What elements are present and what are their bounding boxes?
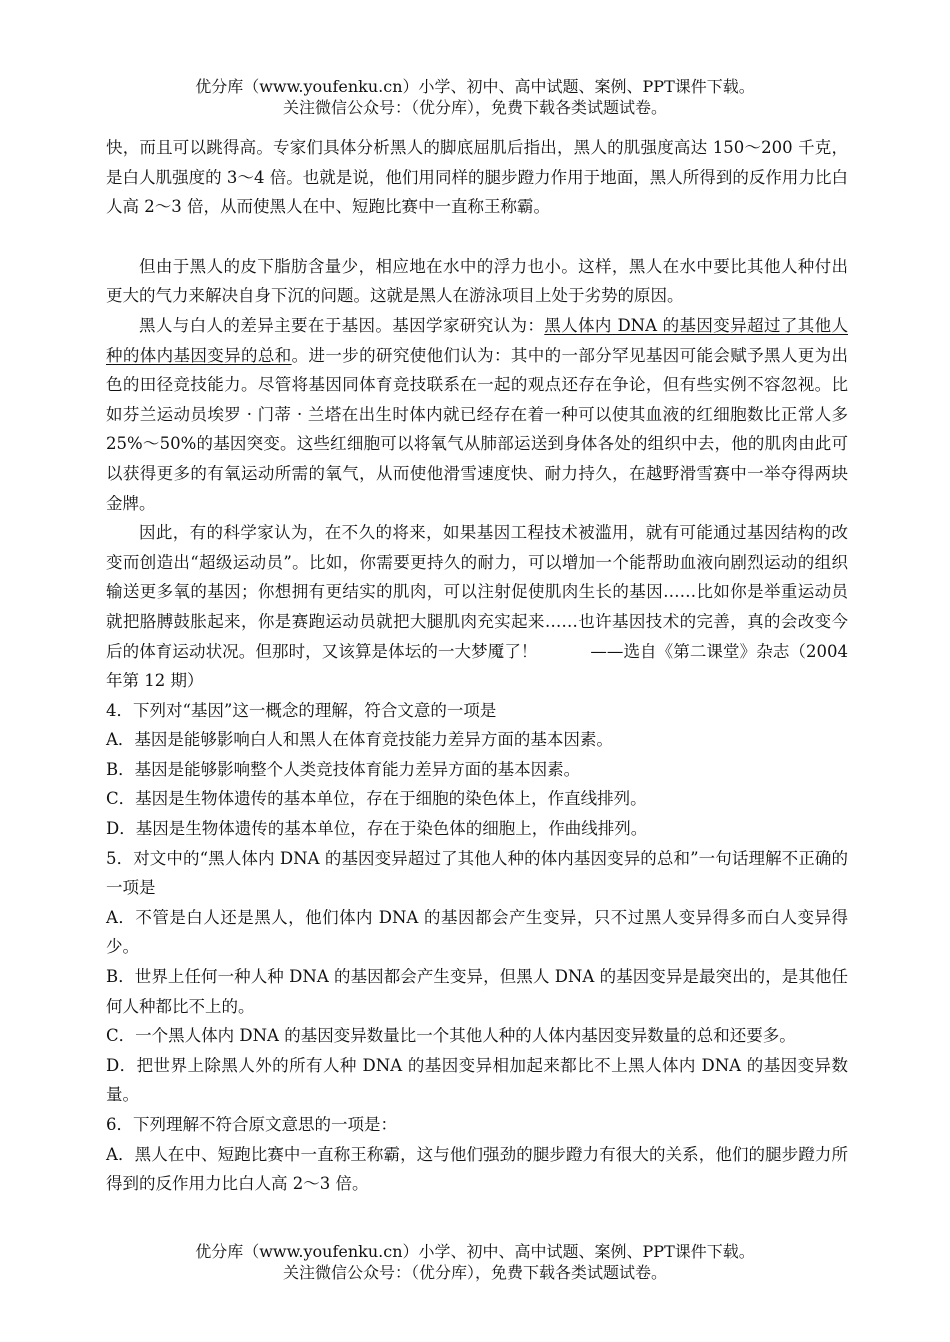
source-citation: ——选自《第二课堂》杂志（2004 年第 12 期）: [106, 641, 849, 691]
footer-line-2: 关注微信公众号：（优分库），免费下载各类试题试卷。: [282, 1263, 667, 1282]
paragraph-gap: [106, 222, 848, 252]
option-d: D．把世界上除黑人外的所有人种 DNA 的基因变异相加起来都比不上黑人体内 DNA 的基因变异数量。: [106, 1055, 848, 1105]
question-stem: 6．下列理解不符合原文意思的一项是：: [106, 1115, 397, 1134]
question-stem: 4．下列对“基因”这一概念的理解，符合文意的一项是: [106, 700, 497, 720]
p3-lead-text: 黑人与白人的差异主要在于基因。基因学家研究认为：: [139, 315, 545, 335]
option-c: C．基因是生物体遗传的基本单位，存在于细胞的染色体上，作直线排列。: [106, 789, 647, 809]
question-4: [106, 696, 848, 844]
p4-text: 因此，有的科学家认为，在不久的将来，如果基因工程技术被滥用，就有可能通过基因结构的改变而创造出“超级运动员”。比如，你需要更持久的耐力，可以增加一个能帮助血液向剧烈运动的组织输送更多氧的基因；你想拥有更结实的肌肉，可以注射促使肌肉生长的基因……比如你是举重运动员就把胳膊鼓胀起来，你是赛跑运动员就把大腿肌肉充实起来……也许基因技术的完善，真的会改变今后的体育运动状况。但那时，又该算是体坛的一大梦魇了！: [106, 523, 848, 661]
option-a: A．不管是白人还是黑人，他们体内 DNA 的基因都会产生变异，只不过黑人变异得多而白人变异得少。: [106, 907, 848, 957]
header-line-1: 优分库（www.youfenku.cn）小学、初中、高中试题、案例、PPT课件下载。: [195, 77, 755, 96]
passage-paragraph-3: [106, 311, 848, 518]
header-line-2: 关注微信公众号：（优分库），免费下载各类试题试卷。: [282, 98, 667, 117]
passage-paragraph-2: 但由于黑人的皮下脂肪含量少，相应地在水中的浮力也小。这样，黑人在水中要比其他人种付出更大的气力来解决自身下沉的问题。这就是黑人在游泳项目上处于劣势的原因。: [106, 256, 848, 306]
question-6: [106, 1110, 848, 1199]
underlined-key-sentence: 黑人体内 DNA 的基因变异超过了其他人种的体内基因变异的总和: [106, 315, 849, 365]
option-b: B．世界上任何一种人种 DNA 的基因都会产生变异，但黑人 DNA 的基因变异是最突出的，是其他任何人种都比不上的。: [106, 967, 848, 1016]
footer-line-1: 优分库（www.youfenku.cn）小学、初中、高中试题、案例、PPT课件下载。: [195, 1242, 755, 1261]
option-a: A．黑人在中、短跑比赛中一直称王称霸，这与他们强劲的腿步蹬力有很大的关系，他们的腿步蹬力所得到的反作用力比白人高 2～3 倍。: [106, 1144, 848, 1194]
document-body: [106, 133, 848, 1199]
option-c: C．一个黑人体内 DNA 的基因变异数量比一个其他人种的人体内基因变异数量的总和还要多。: [106, 1026, 796, 1046]
page-footer: [0, 1241, 950, 1283]
passage-paragraph-4: [106, 518, 848, 696]
option-d: D．基因是生物体遗传的基本单位，存在于染色体的细胞上，作曲线排列。: [106, 819, 648, 839]
passage-paragraph-1: 快，而且可以跳得高。专家们具体分析黑人的脚底屈肌后指出，黑人的肌强度高达 150～200 千克，是白人肌强度的 3～4 倍。也就是说，他们用同样的腿步蹬力作用于地面，黑人所得到的反作用力比白人高 2～3 倍，从而使黑人在中、短跑比赛中一直称王称霸。: [106, 138, 848, 217]
option-a: A．基因是能够影响白人和黑人在体育竞技能力差异方面的基本因素。: [106, 730, 613, 750]
question-5: [106, 844, 848, 1110]
option-b: B．基因是能够影响整个人类竞技体育能力差异方面的基本因素。: [106, 759, 581, 779]
page-header: [0, 76, 950, 118]
question-stem: 5．对文中的“黑人体内 DNA 的基因变异超过了其他人种的体内基因变异的总和”一句话理解不正确的一项是: [106, 848, 848, 898]
p3-rest-text: 。进一步的研究使他们认为：其中的一部分罕见基因可能会赋予黑人更为出色的田径竞技能力。尽管将基因同体育竞技联系在一起的观点还存在争论，但有些实例不容忽视。比如芬兰运动员埃罗 · 门蒂 · 兰塔在出生时体内就已经存在着一种可以使其血液的红细胞数比正常人多 25%～50%的基因突变。这些红细胞可以将氧气从肺部运送到身体各处的组织中去，他的肌肉由此可以获得更多的有氧运动所需的氧气，从而使他滑雪速度快、耐力持久，在越野滑雪赛中一举夺得两块金牌。: [106, 345, 849, 513]
